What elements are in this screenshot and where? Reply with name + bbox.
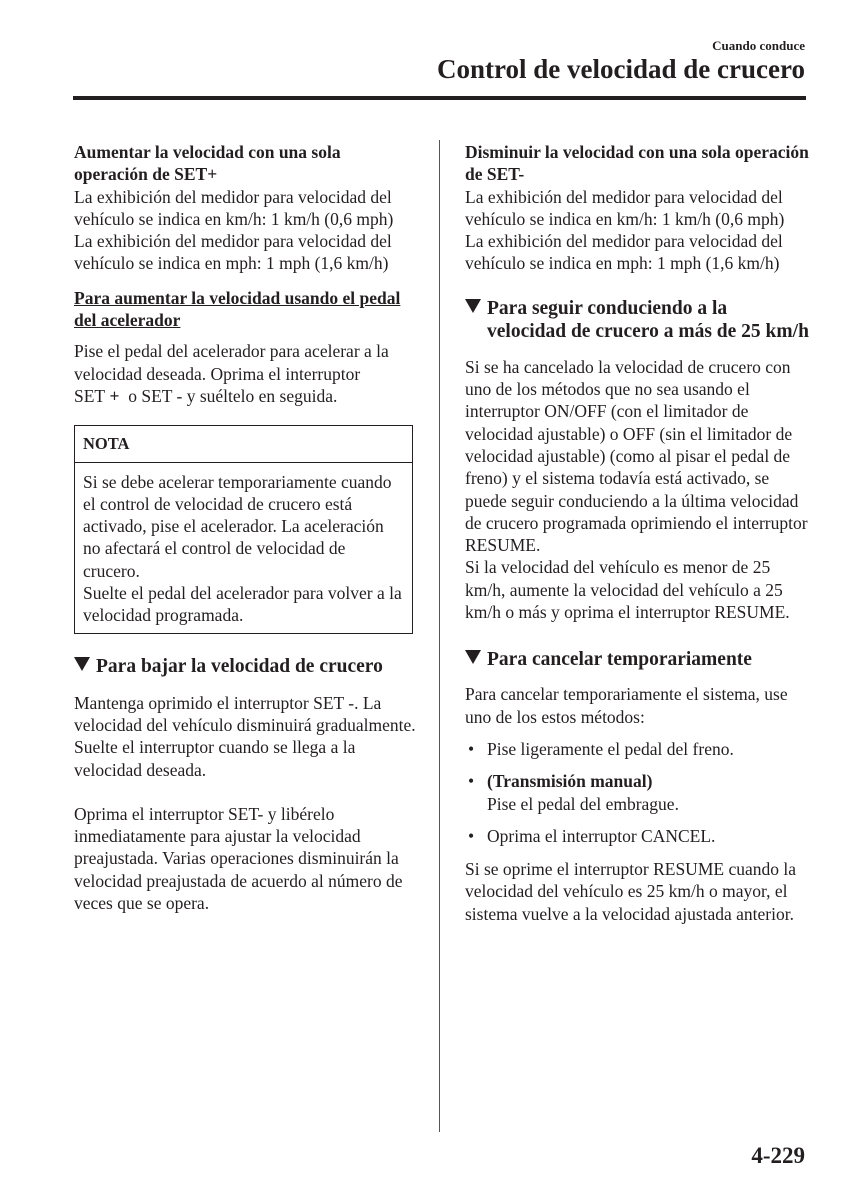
list-item xyxy=(465,738,810,760)
bullet-icon: • xyxy=(468,771,475,792)
bullet-2-bold: (Transmisión manual) xyxy=(487,771,653,792)
accel-text-a: Pise el pedal del acelerador para acelerar a la velocidad deseada. Oprima el interruptor SET xyxy=(74,341,389,406)
increase-heading xyxy=(74,141,416,186)
running-header-section: Cuando conduce xyxy=(712,38,805,53)
decrease-mph-text: La exhibición del medidor para velocidad del vehículo se indica en mph: 1 mph (1,6 km/h) xyxy=(465,231,783,274)
continue-heading xyxy=(465,297,810,343)
accel-text-b: o SET - y suéltelo en seguida. xyxy=(128,385,338,406)
note-line-2: Suelte el pedal del acelerador para volver a la velocidad programada. xyxy=(83,583,402,626)
bullet-icon: • xyxy=(468,738,475,759)
increase-mph-text: La exhibición del medidor para velocidad del vehículo se indica en mph: 1 mph (1,6 km/h) xyxy=(74,231,392,274)
left-column xyxy=(74,141,416,914)
page-title: Control de velocidad de crucero xyxy=(437,54,805,84)
continue-paragraph-2: Si la velocidad del vehículo es menor de 25 km/h, aumente la velocidad del vehículo a 25 km/h o más y oprima el interruptor RESUME. xyxy=(465,557,790,623)
list-item xyxy=(465,770,810,815)
right-column xyxy=(465,141,810,925)
resume-paragraph: Si se oprime el interruptor RESUME cuando la velocidad del vehículo es 25 km/h o mayor, el sistema vuelve a la velocidad ajustada anterior. xyxy=(465,859,796,924)
lower-paragraph-2: Suelte el interruptor cuando se llega a la velocidad deseada. xyxy=(74,737,356,780)
bullet-1-text: Pise ligeramente el pedal del freno. xyxy=(487,738,734,759)
continue-paragraph-1: Si se ha cancelado la velocidad de crucero con uno de los métodos que no sea usando el interruptor ON/OFF (con el limitador de velocidad ajustable) o OFF (sin el limitador de velocidad ajustable) (como al pisar el pedal de freno) y el sistema todavía está activado, se puede seguir conduciendo a la última velocidad de crucero programada oprimiendo el interruptor RESUME. xyxy=(465,356,808,556)
bullet-2-text: Pise el pedal del embrague. xyxy=(487,793,679,814)
plus-icon: + xyxy=(109,385,120,406)
page-number: 4-229 xyxy=(751,1143,805,1168)
note-line-1: Si se debe acelerar temporariamente cuando el control de velocidad de crucero está activado, pise el acelerador. La aceleración no afectará el control de velocidad de crucero. xyxy=(83,471,392,581)
accel-paragraph xyxy=(74,340,416,407)
continue-heading-text: Para seguir conduciendo a la velocidad de crucero a más de 25 km/h xyxy=(487,297,809,342)
cancel-heading xyxy=(465,648,810,671)
decrease-kmh-text: La exhibición del medidor para velocidad del vehículo se indica en km/h: 1 km/h (0,6 mph) xyxy=(465,186,785,229)
lower-heading-text: Para bajar la velocidad de crucero xyxy=(96,655,383,677)
cancel-heading-text: Para cancelar temporariamente xyxy=(487,649,752,671)
header-rule xyxy=(73,96,806,100)
plus-icon: + xyxy=(207,164,218,185)
bullet-3-text: Oprima el interruptor CANCEL. xyxy=(487,825,716,846)
bullet-icon: • xyxy=(468,825,475,846)
decrease-heading: Disminuir la velocidad con una sola operación de SET- xyxy=(465,142,809,185)
column-divider xyxy=(439,140,440,1132)
triangle-down-icon xyxy=(465,650,481,664)
lower-paragraph-3: Oprima el interruptor SET- y libérelo inmediatamente para ajustar la velocidad preajustada. Varias operaciones disminuirán la velocidad preajustada de acuerdo al número de veces que se opera. xyxy=(74,803,403,914)
lower-speed-heading xyxy=(74,655,416,678)
increase-heading-text: Aumentar la velocidad con una sola operación de SET xyxy=(74,142,341,185)
note-label: NOTA xyxy=(75,426,412,462)
increase-kmh-text: La exhibición del medidor para velocidad del vehículo se indica en km/h: 1 km/h (0,6 mph) xyxy=(74,186,394,229)
accel-heading: Para aumentar la velocidad usando el pedal del acelerador xyxy=(74,287,401,331)
cancel-intro: Para cancelar temporariamente el sistema, use uno de los estos métodos: xyxy=(465,684,788,727)
note-box xyxy=(74,425,413,633)
triangle-down-icon xyxy=(465,299,481,313)
lower-paragraph-1: Mantenga oprimido el interruptor SET -. La velocidad del vehículo disminuirá gradualmente. xyxy=(74,692,416,735)
note-body xyxy=(75,463,412,633)
list-item xyxy=(465,825,810,847)
triangle-down-icon xyxy=(74,657,90,671)
